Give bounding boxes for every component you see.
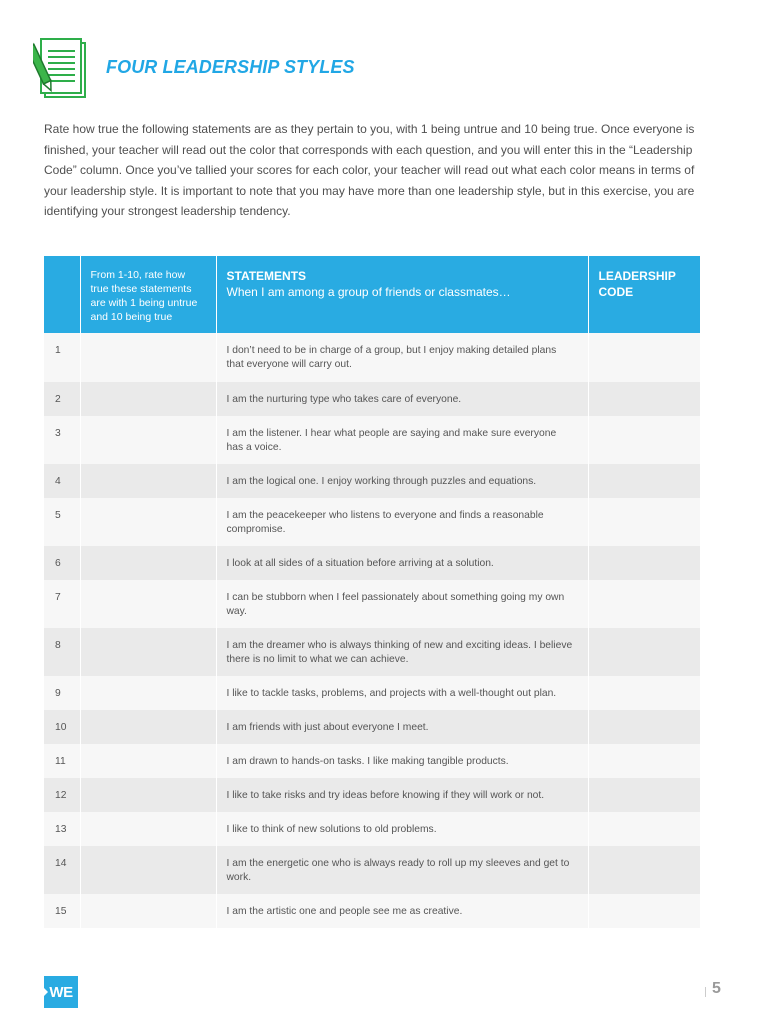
table-row xyxy=(44,546,700,580)
rating-cell[interactable] xyxy=(80,580,216,628)
table-body xyxy=(44,333,700,928)
row-number: 2 xyxy=(44,382,80,416)
page-title: FOUR LEADERSHIP STYLES xyxy=(106,57,355,77)
leadership-code-cell[interactable] xyxy=(588,710,700,744)
row-number: 8 xyxy=(44,628,80,676)
rating-cell[interactable] xyxy=(80,744,216,778)
row-number: 1 xyxy=(44,333,80,382)
table-row xyxy=(44,498,700,546)
leadership-code-cell[interactable] xyxy=(588,464,700,498)
rating-cell[interactable] xyxy=(80,676,216,710)
table-row xyxy=(44,710,700,744)
row-number: 15 xyxy=(44,894,80,928)
statement-text: I like to take risks and try ideas before knowing if they will work or not. xyxy=(216,778,588,812)
statement-text: I am the artistic one and people see me as creative. xyxy=(216,894,588,928)
table-row xyxy=(44,744,700,778)
rating-cell[interactable] xyxy=(80,778,216,812)
row-number: 3 xyxy=(44,416,80,464)
table-row xyxy=(44,382,700,416)
row-number: 4 xyxy=(44,464,80,498)
statements-header-subtitle: When I am among a group of friends or classmates… xyxy=(226,285,511,299)
table-row xyxy=(44,464,700,498)
statement-text: I am the dreamer who is always thinking of new and exciting ideas. I believe there is no limit to what we can achieve. xyxy=(216,628,588,676)
statement-text: I am the nurturing type who takes care of everyone. xyxy=(216,382,588,416)
statement-text: I am the logical one. I enjoy working through puzzles and equations. xyxy=(216,464,588,498)
table-row xyxy=(44,676,700,710)
row-number: 9 xyxy=(44,676,80,710)
leadership-code-cell[interactable] xyxy=(588,498,700,546)
leadership-code-column-header xyxy=(588,256,700,333)
rating-cell[interactable] xyxy=(80,498,216,546)
rating-cell[interactable] xyxy=(80,464,216,498)
leadership-code-cell[interactable] xyxy=(588,812,700,846)
table-row xyxy=(44,812,700,846)
table-row xyxy=(44,416,700,464)
leadership-code-cell[interactable] xyxy=(588,333,700,382)
page-number-divider xyxy=(705,987,706,997)
document-pencil-icon xyxy=(33,37,89,101)
statement-text: I like to tackle tasks, problems, and projects with a well-thought out plan. xyxy=(216,676,588,710)
statements-header-title: STATEMENTS xyxy=(226,269,307,283)
statement-text: I am drawn to hands-on tasks. I like making tangible products. xyxy=(216,744,588,778)
leadership-code-header-title: LEADERSHIP CODE xyxy=(598,269,676,299)
leadership-code-cell[interactable] xyxy=(588,580,700,628)
number-column-header xyxy=(44,256,80,333)
leadership-code-cell[interactable] xyxy=(588,676,700,710)
we-logo: WE xyxy=(44,976,78,1008)
statement-text: I am the listener. I hear what people are saying and make sure everyone has a voice. xyxy=(216,416,588,464)
statement-text: I am the energetic one who is always ready to roll up my sleeves and get to work. xyxy=(216,846,588,894)
table-row xyxy=(44,628,700,676)
statements-column-header xyxy=(216,256,588,333)
leadership-code-cell[interactable] xyxy=(588,846,700,894)
row-number: 12 xyxy=(44,778,80,812)
row-number: 6 xyxy=(44,546,80,580)
row-number: 10 xyxy=(44,710,80,744)
leadership-code-cell[interactable] xyxy=(588,628,700,676)
row-number: 13 xyxy=(44,812,80,846)
leadership-code-cell[interactable] xyxy=(588,744,700,778)
statement-text: I don’t need to be in charge of a group, but I enjoy making detailed plans that everyone will carry out. xyxy=(216,333,588,382)
leadership-code-cell[interactable] xyxy=(588,416,700,464)
table-row xyxy=(44,333,700,382)
rating-cell[interactable] xyxy=(80,846,216,894)
page-number: 5 xyxy=(712,980,721,997)
leadership-code-cell[interactable] xyxy=(588,894,700,928)
row-number: 14 xyxy=(44,846,80,894)
row-number: 5 xyxy=(44,498,80,546)
row-number: 7 xyxy=(44,580,80,628)
rating-cell[interactable] xyxy=(80,382,216,416)
rating-cell[interactable] xyxy=(80,812,216,846)
table-row xyxy=(44,580,700,628)
table-row xyxy=(44,778,700,812)
leadership-code-cell[interactable] xyxy=(588,546,700,580)
rating-cell[interactable] xyxy=(80,710,216,744)
statement-text: I am friends with just about everyone I meet. xyxy=(216,710,588,744)
rating-cell[interactable] xyxy=(80,546,216,580)
leadership-code-cell[interactable] xyxy=(588,778,700,812)
rating-cell[interactable] xyxy=(80,333,216,382)
rating-cell[interactable] xyxy=(80,628,216,676)
statement-text: I am the peacekeeper who listens to everyone and finds a reasonable compromise. xyxy=(216,498,588,546)
rating-cell[interactable] xyxy=(80,894,216,928)
statement-text: I can be stubborn when I feel passionately about something going my own way. xyxy=(216,580,588,628)
table-row xyxy=(44,846,700,894)
leadership-code-cell[interactable] xyxy=(588,382,700,416)
intro-paragraph: Rate how true the following statements are as they pertain to you, with 1 being untrue and 10 being true. Once everyone is finished, your teacher will read out the color that corresponds with each question, and you will enter this in the “Leadership Code” column. Once you’ve tallied your scores for each color, your teacher will read out what each color means in terms of your leadership style. It is important to note that you may have more than one leadership style, but in this exercise, you are identifying your strongest leadership tendency. xyxy=(44,122,695,219)
rating-cell[interactable] xyxy=(80,416,216,464)
rate-column-header: From 1-10, rate how true these statements are with 1 being untrue and 10 being true xyxy=(80,256,216,333)
statement-text: I look at all sides of a situation before arriving at a solution. xyxy=(216,546,588,580)
statement-text: I like to think of new solutions to old problems. xyxy=(216,812,588,846)
leadership-table xyxy=(44,256,700,928)
row-number: 11 xyxy=(44,744,80,778)
table-header-row xyxy=(44,256,700,333)
table-row xyxy=(44,894,700,928)
